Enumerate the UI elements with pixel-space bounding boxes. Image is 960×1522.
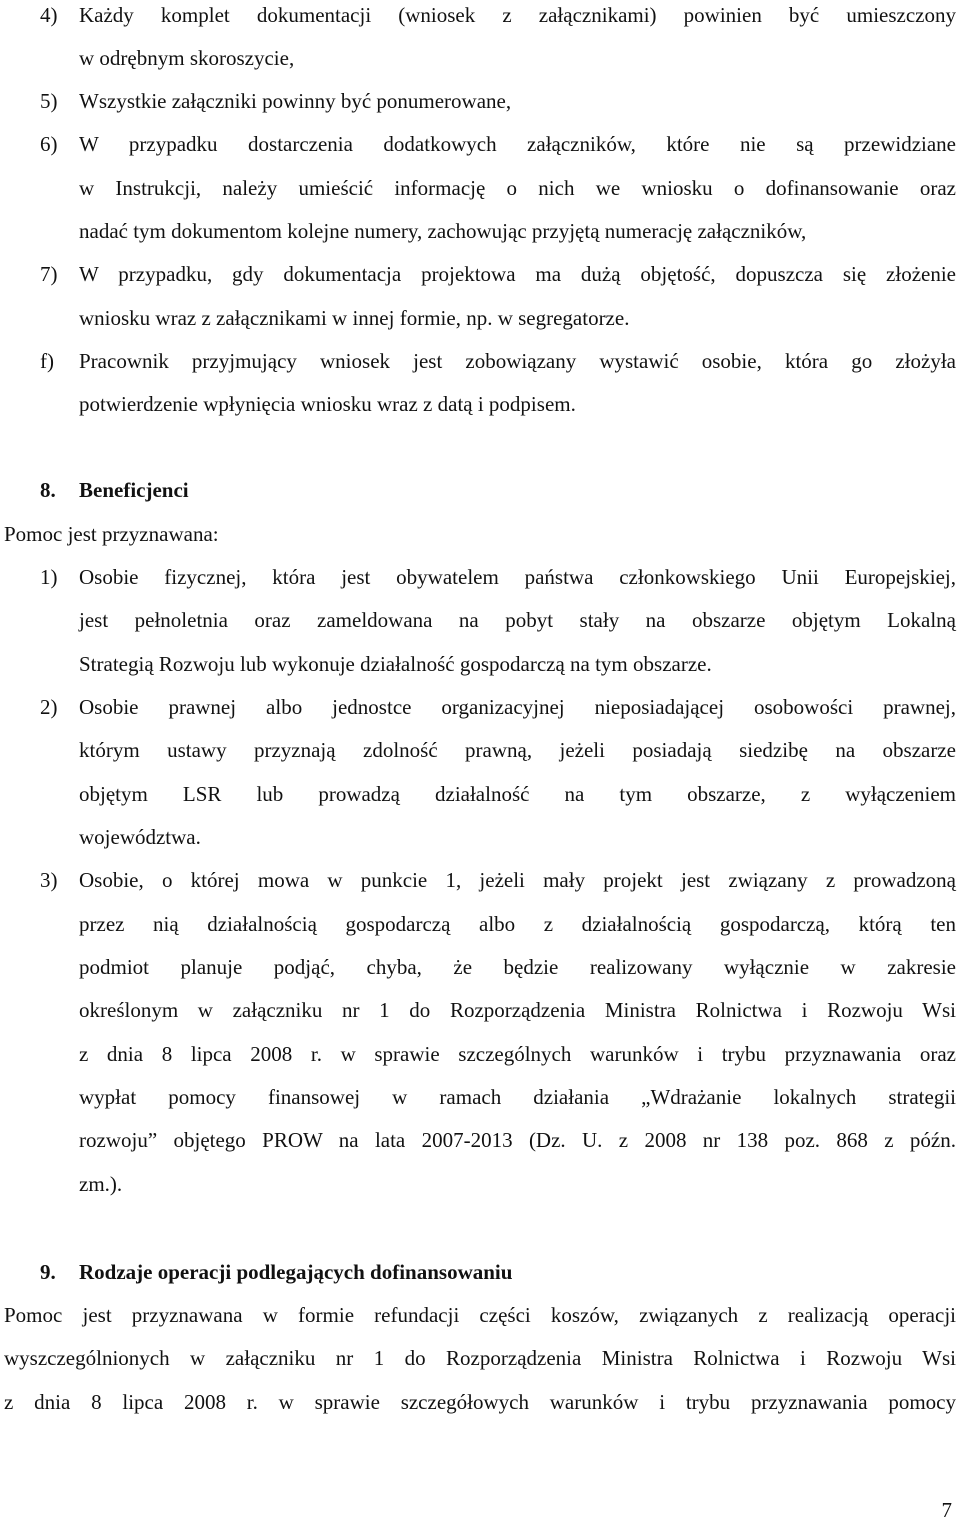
list-item-line: Osobie fizycznej, która jest obywatelem państwa członkowskiego Unii Europejskiej,	[79, 565, 956, 589]
list-number: 1)	[40, 565, 58, 589]
list-item-line: Osobie prawnej albo jednostce organizacyjnej nieposiadającej osobowości prawnej,	[79, 695, 956, 719]
list-item-line: W przypadku, gdy dokumentacja projektowa ma dużą objętość, dopuszcza się złożenie	[79, 262, 956, 286]
list-item-line: objętym LSR lub prowadzą działalność na tym obszarze, z wyłączeniem	[79, 782, 956, 806]
paragraph-line: wyszczególnionych w załączniku nr 1 do Rozporządzenia Ministra Rolnictwa i Rozwoju Wsi	[4, 1346, 956, 1370]
section-number: 9.	[40, 1260, 56, 1284]
list-item-line: potwierdzenie wpłynięcia wniosku wraz z datą i podpisem.	[79, 392, 576, 416]
list-item-line: jest pełnoletnia oraz zameldowana na pobyt stały na obszarze objętym Lokalną	[79, 608, 956, 632]
list-item-line: nadać tym dokumentom kolejne numery, zachowując przyjętą numerację załączników,	[79, 219, 807, 243]
list-item-line: podmiot planuje podjąć, chyba, że będzie realizowany wyłącznie w zakresie	[79, 955, 956, 979]
list-number: 3)	[40, 868, 58, 892]
list-item-line: Strategią Rozwoju lub wykonuje działalność gospodarczą na tym obszarze.	[79, 652, 712, 676]
list-item-line: określonym w załączniku nr 1 do Rozporządzenia Ministra Rolnictwa i Rozwoju Wsi	[79, 998, 956, 1022]
list-number: 7)	[40, 262, 58, 286]
section-intro: Pomoc jest przyznawana:	[4, 522, 219, 546]
list-item-line: przez nią działalnością gospodarczą albo z działalnością gospodarczą, którą ten	[79, 912, 956, 936]
page-number: 7	[941, 1498, 952, 1522]
list-item-line: z dnia 8 lipca 2008 r. w sprawie szczególnych warunków i trybu przyznawania oraz	[79, 1042, 956, 1066]
paragraph-line: z dnia 8 lipca 2008 r. w sprawie szczegółowych warunków i trybu przyznawania pomocy	[4, 1390, 956, 1414]
list-item-line: Wszystkie załączniki powinny być ponumerowane,	[79, 89, 512, 113]
list-item-line: wypłat pomocy finansowej w ramach działania „Wdrażanie lokalnych strategii	[79, 1085, 956, 1109]
list-item-line: w Instrukcji, należy umieścić informację o nich we wniosku o dofinansowanie oraz	[79, 176, 956, 200]
list-item-line: Pracownik przyjmujący wniosek jest zobowiązany wystawić osobie, która go złożyła	[79, 349, 956, 373]
list-item-line: województwa.	[79, 825, 201, 849]
list-item-line: wniosku wraz z załącznikami w innej formie, np. w segregatorze.	[79, 306, 630, 330]
list-item-line: zm.).	[79, 1172, 123, 1196]
paragraph-line: Pomoc jest przyznawana w formie refundacji części koszów, związanych z realizacją operacji	[4, 1303, 956, 1327]
list-number: 5)	[40, 89, 58, 113]
list-item-line: Osobie, o której mowa w punkcie 1, jeżeli mały projekt jest związany z prowadzoną	[79, 868, 956, 892]
section-number: 8.	[40, 478, 56, 502]
section-title: Beneficjenci	[79, 478, 189, 502]
list-number: 6)	[40, 132, 58, 156]
list-item-line: którym ustawy przyznają zdolność prawną, jeżeli posiadają siedzibę na obszarze	[79, 738, 956, 762]
list-item-line: W przypadku dostarczenia dodatkowych załączników, które nie są przewidziane	[79, 132, 956, 156]
list-letter: f)	[40, 349, 54, 373]
list-item-line: rozwoju” objętego PROW na lata 2007-2013 (Dz. U. z 2008 nr 138 poz. 868 z późn.	[79, 1128, 956, 1152]
list-number: 4)	[40, 3, 58, 27]
list-number: 2)	[40, 695, 58, 719]
list-item-line: Każdy komplet dokumentacji (wniosek z załącznikami) powinien być umieszczony	[79, 3, 956, 27]
section-title: Rodzaje operacji podlegających dofinansowaniu	[79, 1260, 513, 1284]
list-item-line: w odrębnym skoroszycie,	[79, 46, 295, 70]
